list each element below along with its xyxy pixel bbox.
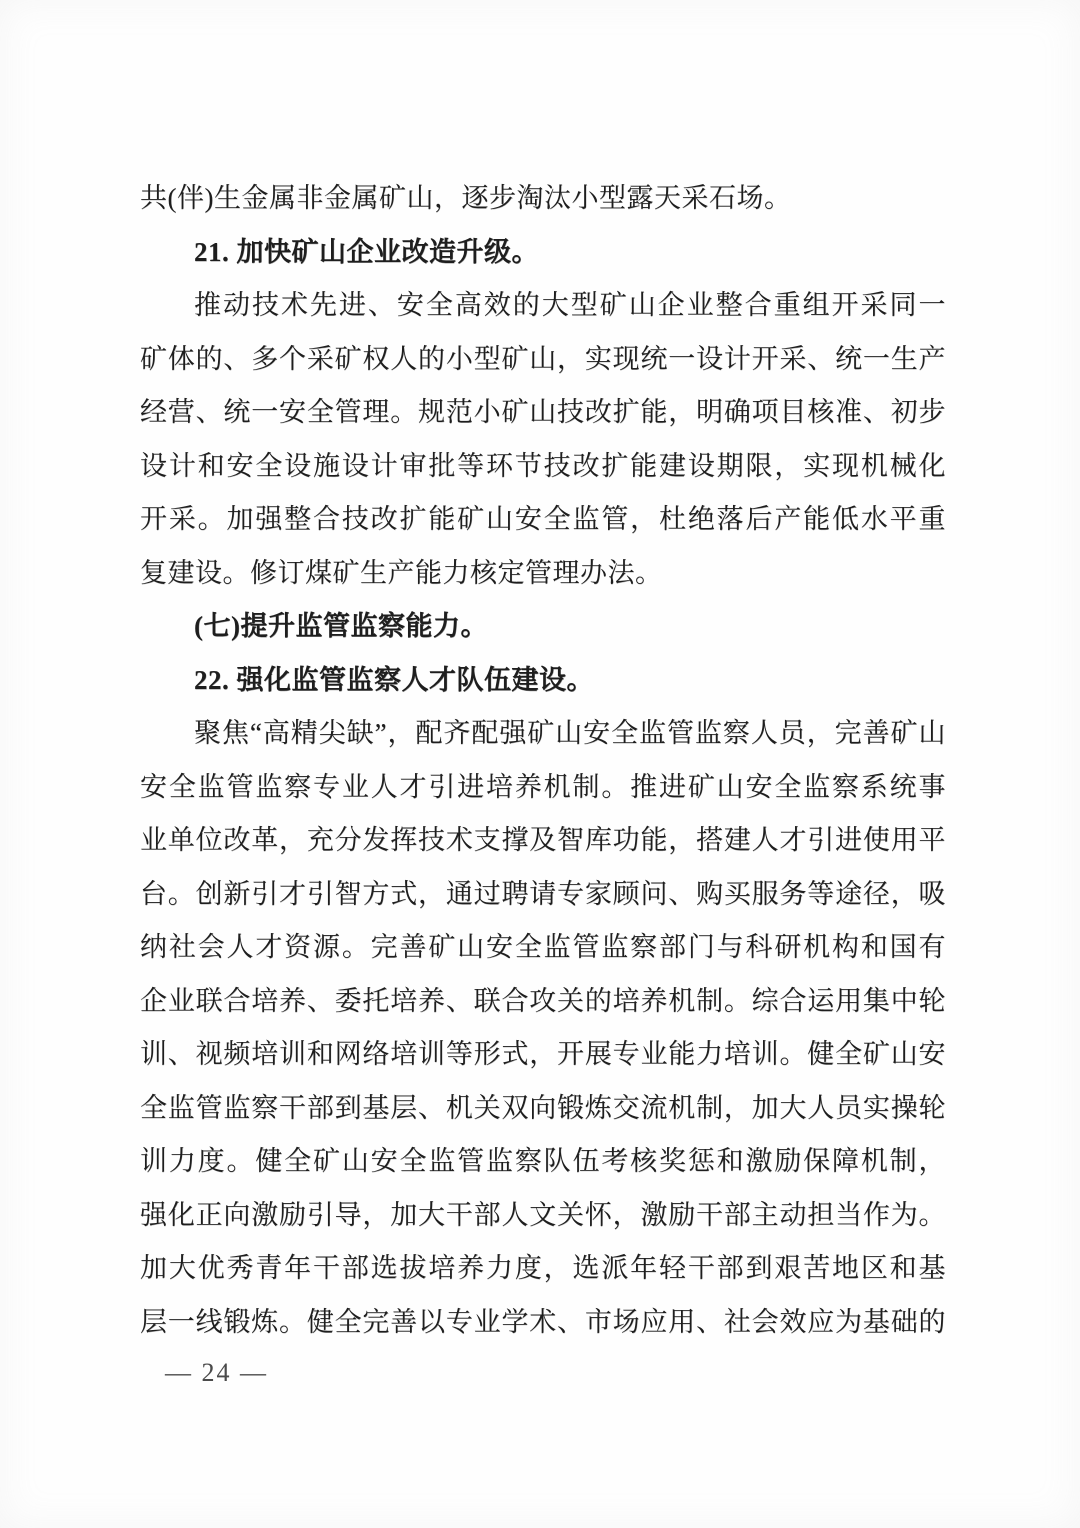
text-line: 聚焦“高精尖缺”，配齐配强矿山安全监管监察人员，完善矿山 [194,718,946,748]
text-line: 共(伴)生金属非金属矿山，逐步淘汰小型露天采石场。 [140,183,792,213]
text-line: 22. 强化监管监察人才队伍建设。 [194,664,594,695]
text-line: 安全监管监察专业人才引进培养机制。推进矿山安全监察系统事 [140,771,946,802]
text-line: 训力度。健全矿山安全监管监察队伍考核奖惩和激励保障机制， [140,1146,946,1176]
text-line: 推动技术先进、安全高效的大型矿山企业整合重组开采同一 [194,290,946,320]
text-line: 台。创新引才引智方式，通过聘请专家顾问、购买服务等途径，吸 [140,878,946,909]
text-line: 纳社会人才资源。完善矿山安全监管监察部门与科研机构和国有 [140,932,946,962]
text-line: 矿体的、多个采矿权人的小型矿山，实现统一设计开采、统一生产 [140,343,946,374]
page-number: — 24 — [165,1358,268,1387]
document-lines [140,172,946,1349]
text-line: 层一线锻炼。健全完善以专业学术、市场应用、社会效应为基础的 [140,1306,946,1337]
text-line: 开采。加强整合技改扩能矿山安全监管，杜绝落后产能低水平重 [140,504,946,534]
text-line: 强化正向激励引导，加大干部人文关怀，激励干部主动担当作为。 [140,1199,946,1230]
text-line: 企业联合培养、委托培养、联合攻关的培养机制。综合运用集中轮 [140,985,946,1016]
text-line: (七)提升监管监察能力。 [194,611,488,641]
text-line: 训、视频培训和网络培训等形式，开展专业能力培训。健全矿山安 [140,1039,946,1069]
text-line: 经营、统一安全管理。规范小矿山技改扩能，明确项目核准、初步 [140,397,946,427]
text-line: 设计和安全设施设计审批等环节技改扩能建设期限，实现机械化 [140,450,946,481]
text-line: 全监管监察干部到基层、机关双向锻炼交流机制，加大人员实操轮 [140,1092,946,1123]
text-line: 加大优秀青年干部选拔培养力度，选派年轻干部到艰苦地区和基 [140,1253,946,1283]
text-line: 复建设。修订煤矿生产能力核定管理办法。 [140,557,663,588]
text-line: 21. 加快矿山企业改造升级。 [194,236,539,267]
page-footer [165,1358,268,1388]
text-line: 业单位改革，充分发挥技术支撑及智库功能，搭建人才引进使用平 [140,825,946,855]
